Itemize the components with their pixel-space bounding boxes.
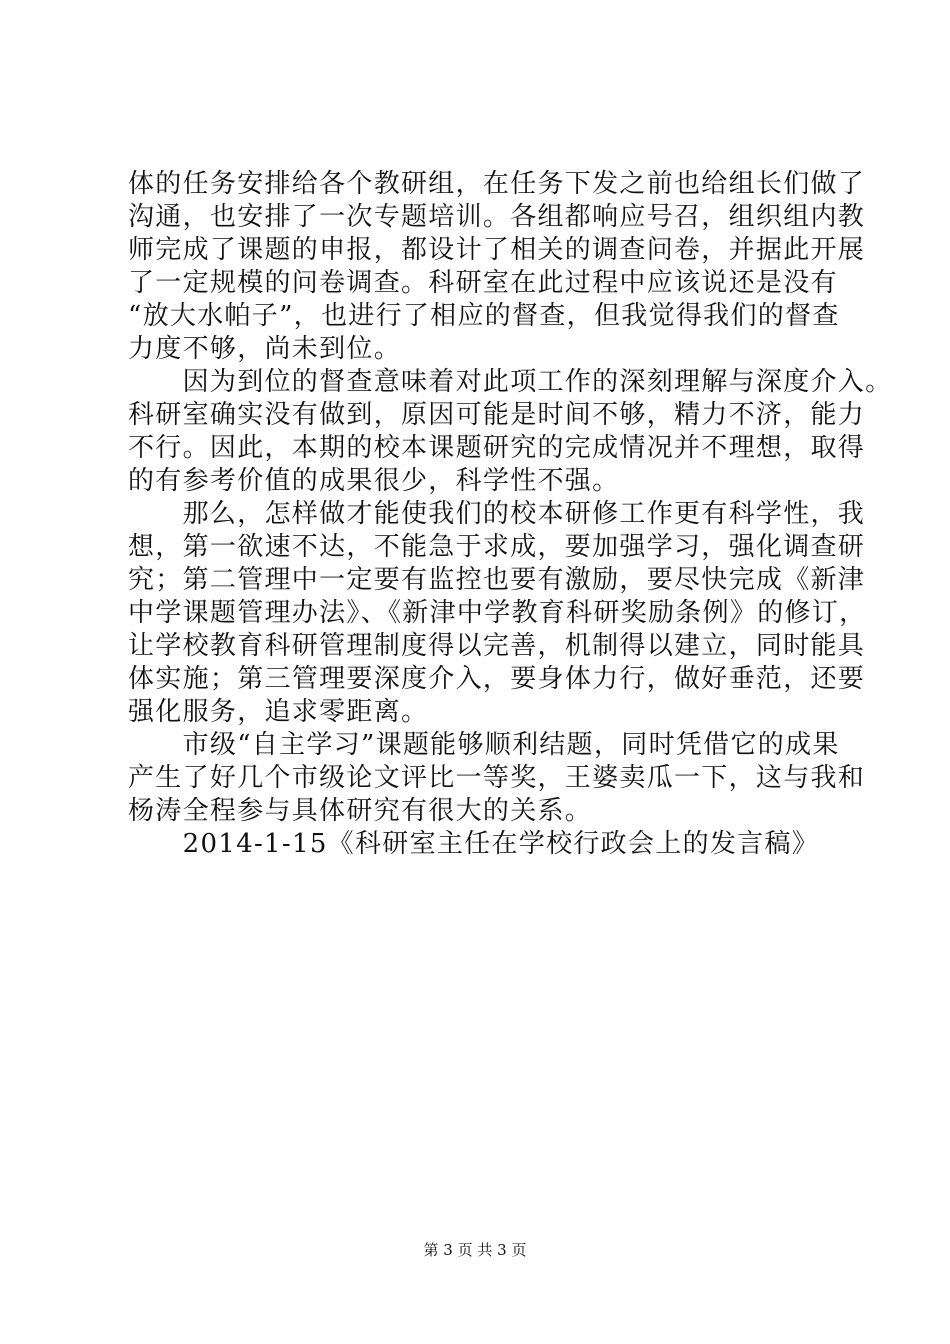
text-line: 让学校教育科研管理制度得以完善，机制得以建立，同时能具 <box>128 631 866 661</box>
document-body <box>128 168 893 861</box>
text-line: 强化服务，追求零距离。 <box>128 697 429 727</box>
text-line: 市级“自主学习”课题能够顺利结题，同时凭借它的成果 <box>128 730 840 760</box>
date-title-line: 2014-1-15《科研室主任在学校行政会上的发言稿》 <box>128 829 820 859</box>
text-line: 想，第一欲速不达，不能急于求成，要加强学习，强化调查研 <box>128 532 866 562</box>
text-line: 科研室确实没有做到，原因可能是时间不够，精力不济，能力 <box>128 400 866 430</box>
text-line: 产生了好几个市级论文评比一等奖，王婆卖瓜一下，这与我和 <box>128 763 866 793</box>
page-number: 第 3 页 共 3 页 <box>423 1241 527 1259</box>
text-line: 究；第二管理中一定要有监控也要有激励，要尽快完成《新津 <box>128 565 866 595</box>
text-line: 中学课题管理办法》、《新津中学教育科研奖励条例》的修订， <box>128 598 867 628</box>
text-line: 杨涛全程参与具体研究有很大的关系。 <box>128 796 593 826</box>
text-line: 体的任务安排给各个教研组，在任务下发之前也给组长们做了 <box>128 169 866 199</box>
text-line: 沟通，也安排了一次专题培训。各组都响应号召，组织组内教 <box>128 202 866 232</box>
page-footer <box>0 1240 950 1260</box>
text-line: 的有参考价值的成果很少，科学性不强。 <box>128 466 620 496</box>
text-line: 不行。因此，本期的校本课题研究的完成情况并不理想，取得 <box>128 433 866 463</box>
text-line: 力度不够，尚未到位。 <box>128 334 402 364</box>
text-line: 因为到位的督查意味着对此项工作的深刻理解与深度介入。 <box>128 367 893 397</box>
text-line: “放大水帕子”，也进行了相应的督查，但我觉得我们的督查 <box>128 301 840 331</box>
text-line: 那么，怎样做才能使我们的校本研修工作更有科学性，我 <box>128 499 866 529</box>
text-line: 了一定规模的问卷调查。科研室在此过程中应该说还是没有 <box>128 268 838 298</box>
text-line: 师完成了课题的申报，都设计了相关的调查问卷，并据此开展 <box>128 235 866 265</box>
text-line: 体实施；第三管理要深度介入，要身体力行，做好垂范，还要 <box>128 664 866 694</box>
